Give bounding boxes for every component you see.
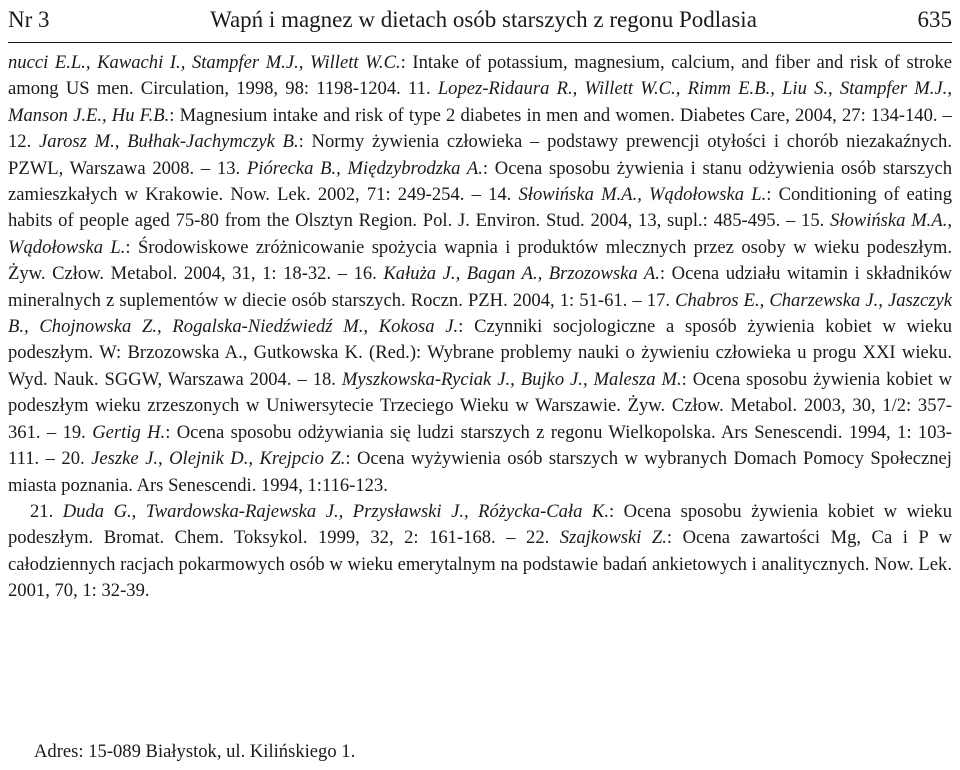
reference-paragraph bbox=[8, 499, 952, 605]
reference-text: : Środowiskowe zróżnicowanie spożycia wapnia i produktów mlecznych przez osoby w wieku podeszłym. Żyw. Człow. Metabol. 2004, 31, 1: 18-32. – 16. bbox=[8, 236, 952, 285]
header-rule bbox=[8, 42, 952, 43]
reference-text: : Czynniki socjologiczne a sposób żywienia kobiet w wieku podeszłym. W: Brzozowska A., Gutkowska K. (Red.): Wybrane problemy nauki o żywieniu człowieka u progu XXI wieku. Wyd. Nauk. SGGW, Warszawa 2004. – 18. bbox=[8, 316, 952, 390]
reference-text: : Magnesium intake and risk of type 2 diabetes in men and women. Diabetes Care, 2004, 27: 134-140. – 12. bbox=[8, 104, 952, 153]
reference-text: : Ocena wyżywienia osób starszych w wybranych Domach Pomocy Społecznej miasta poznania. Ars Senescendi. 1994, 1:116-123. bbox=[8, 448, 952, 496]
reference-number: 11. bbox=[400, 78, 438, 100]
reference-list bbox=[8, 50, 952, 605]
reference-text: : Intake of potassium, magnesium, calcium, and fiber and risk of stroke among US men. Circulation, 1998, 98: 1198-1204. bbox=[8, 52, 952, 100]
reference-authors: Słowińska M.A., Wądołowska L. bbox=[518, 184, 767, 206]
reference-number: 21. bbox=[30, 500, 63, 522]
reference-authors: Słowińska M.A., Wądołowska L. bbox=[8, 210, 952, 258]
reference-authors: Gertig H. bbox=[92, 421, 166, 443]
reference-paragraph bbox=[8, 50, 952, 499]
reference-authors: Piórecka B., Międzybrodzka A. bbox=[246, 157, 483, 179]
reference-authors: nucci E.L., Kawachi I., Stampfer M.J., Willett W.C. bbox=[8, 52, 401, 73]
reference-authors: Myszkowska-Ryciak J., Bujko J., Malesza M. bbox=[341, 368, 682, 390]
page-number: 635 bbox=[917, 7, 952, 32]
reference-authors: Jarosz M., Bułhak-Jachymczyk B. bbox=[39, 131, 299, 153]
reference-authors: Jeszke J., Olejnik D., Krejpcio Z. bbox=[91, 448, 346, 470]
reference-text: : Conditioning of eating habits of people aged 75-80 from the Olsztyn Region. Pol. J. Environ. Stud. 2004, 13, supl.: 485-495. – 15. bbox=[8, 184, 952, 232]
correspondence-address: Adres: 15-089 Białystok, ul. Kilińskiego 1. bbox=[34, 741, 356, 762]
journal-issue-number: Nr 3 bbox=[8, 7, 50, 32]
reference-text: : Ocena sposobu żywienia i stanu odżywienia osób starszych zamieszkałych w Krakowie. Now. Lek. 2002, 71: 249-254. – 14. bbox=[8, 157, 952, 206]
reference-authors: Szajkowski Z. bbox=[559, 527, 667, 549]
page-header bbox=[8, 2, 952, 38]
running-title: Wapń i magnez w dietach osób starszych z regonu Podlasia bbox=[210, 7, 757, 32]
reference-text: : Ocena zawartości Mg, Ca i P w całodziennych racjach pokarmowych osób w wieku emerytalnym na podstawie badań ankietowych i analitycznych. Now. Lek. 2001, 70, 1: 32-39. bbox=[8, 527, 952, 602]
reference-authors: Lopez-Ridaura R., Willett W.C., Rimm E.B., Liu S., Stampfer M.J., Manson J.E., Hu F.B. bbox=[8, 78, 952, 126]
reference-text: : Normy żywienia człowieka – podstawy prewencji otyłości i chorób niezakaźnych. PZWL, Warszawa 2008. – 13. bbox=[8, 131, 952, 179]
reference-authors: Chabros E., Charzewska J., Jaszczyk B., Chojnowska Z., Rogalska-Niedźwiedź M., Kokosa J. bbox=[8, 289, 952, 338]
reference-text: : Ocena sposobu żywienia kobiet w podeszłym wieku zrzeszonych w Uniwersytecie Trzeciego Wieku w Warszawie. Żyw. Człow. Metabol. 2003, 30, 1/2: 357-361. – 19. bbox=[8, 368, 952, 443]
reference-text: : Ocena udziału witamin i składników mineralnych z suplementów w diecie osób starszych. Roczn. PZH. 2004, 1: 51-61. – 17. bbox=[8, 263, 952, 311]
reference-authors: Duda G., Twardowska-Rajewska J., Przysławski J., Różycka-Cała K. bbox=[62, 500, 609, 522]
reference-authors: Kałuża J., Bagan A., Brzozowska A. bbox=[383, 263, 660, 285]
reference-text: : Ocena sposobu żywienia kobiet w wieku podeszłym. Bromat. Chem. Toksykol. 1999, 32, 2: 161-168. – 22. bbox=[8, 500, 953, 549]
reference-text: : Ocena sposobu odżywiania się ludzi starszych z regonu Wielkopolska. Ars Senescendi. 1994, 1: 103-111. – 20. bbox=[8, 421, 952, 470]
